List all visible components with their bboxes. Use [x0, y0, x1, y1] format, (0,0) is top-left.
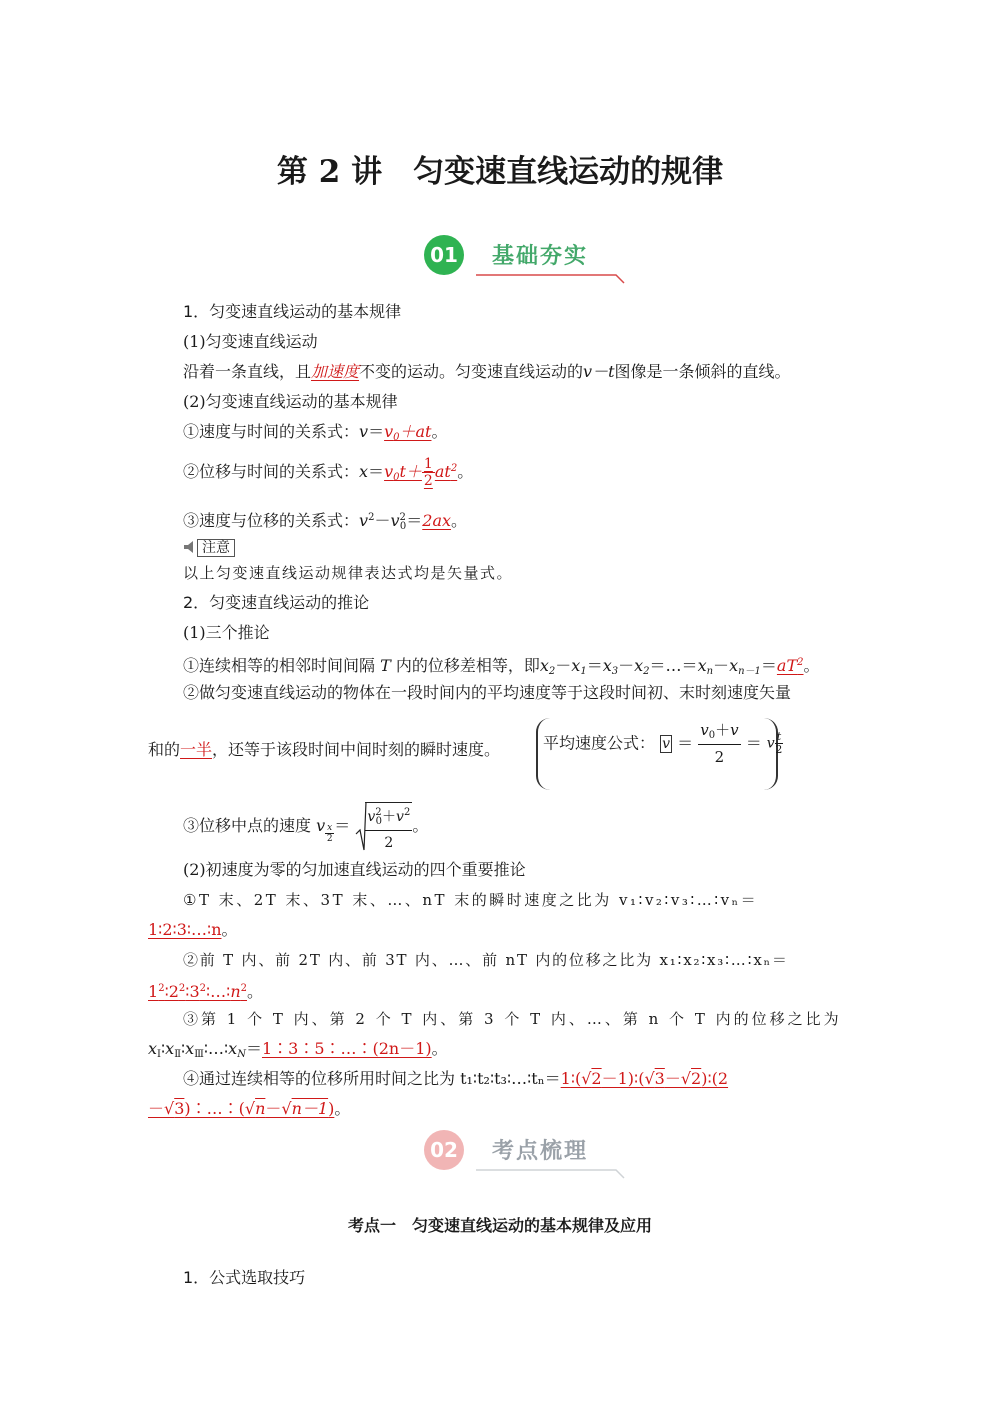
section-badge-keypoints: [424, 1130, 634, 1186]
inference-p1-cont: 1∶2∶3∶…∶n。: [148, 920, 238, 939]
subheading-uniform: (1)匀变速直线运动: [183, 332, 318, 351]
page-title: 第 2 讲 匀变速直线运动的规律: [276, 154, 724, 190]
section-label: 考点梳理: [492, 1139, 589, 1164]
inference-2-cont: 和的一半，还等于该段时间中间时刻的瞬时速度。: [148, 740, 501, 759]
note-text: 以上匀变速直线运动规律表达式均是矢量式。: [183, 564, 514, 582]
answer-half: 一半: [180, 740, 213, 759]
section-number: 01: [424, 235, 464, 275]
section-underline: [476, 269, 626, 289]
section-badge-basics: [424, 235, 634, 291]
key-point-item-1: 1．公式选取技巧: [183, 1268, 306, 1287]
answer-acceleration: 加速度: [311, 362, 360, 381]
inference-p2-cont: $1^2∶2^2∶3^2∶\dots∶n^2$。: [148, 982, 264, 1001]
definition-line: 沿着一条直线，且加速度不变的运动。匀变速直线运动的v－t图像是一条倾斜的直线。: [183, 362, 791, 381]
inference-p3-cont: $x_Ⅰ∶x_Ⅱ∶x_Ⅲ∶\dots∶x_N=1∶3∶5∶\dots∶(2n-1)$。: [148, 1039, 448, 1060]
inference-3: ③位移中点的速度 v $\frac{x}{2}$ ＝ $\frac{v^2_0+v^2}{2}$ 。: [183, 800, 428, 852]
section-number: 02: [424, 1130, 464, 1170]
avg-velocity-formula: 平均速度公式： v ＝ $\frac{v_0+v}{2}$ ＝ v $\frac{t}{2}$: [543, 721, 783, 766]
inference-p4-cont: －√3)∶…∶(√n－√n－1)。: [148, 1099, 351, 1118]
inference-p2: ②前 T 内、前 2T 内、前 3T 内、…、前 nT 内的位移之比为 x₁∶x₂∶x₃∶…∶xₙ＝: [183, 951, 789, 969]
subheading-three-inferences: (1)三个推论: [183, 623, 270, 642]
inference-p3: ③第 1 个 T 内、第 2 个 T 内、第 3 个 T 内、…、第 n 个 T 内的位移之比为: [183, 1010, 842, 1028]
inference-p1: ①T 末、2T 末、3T 末、…、nT 末的瞬时速度之比为 v₁∶v₂∶v₃∶…∶vₙ＝: [183, 891, 759, 909]
note-tag: [183, 537, 235, 557]
subheading-four-inferences: (2)初速度为零的匀加速直线运动的四个重要推论: [183, 860, 526, 879]
note-label: 注意: [197, 539, 235, 557]
formula-velocity-displacement: ③速度与位移的关系式：$v^2-v^2_0=2ax$。: [183, 511, 468, 532]
speaker-icon: [183, 540, 197, 554]
subheading-basic-laws: (2)匀变速直线运动的基本规律: [183, 392, 398, 411]
inference-1: ①连续相等的相邻时间间隔 T 内的位移差相等，即$x_2-x_1=x_3-x_2=\dots=x_n-x_{n-1}=aT^2$。: [183, 656, 820, 677]
section-underline: [476, 1164, 626, 1184]
formula-velocity-time: ①速度与时间的关系式：$v=v_0+at$。: [183, 422, 448, 443]
formula-displacement-time: ②位移与时间的关系式：$x=v_0t+$ $\frac{1}{2}$ $at^2$。: [183, 456, 474, 489]
inference-2: ②做匀变速直线运动的物体在一段时间内的平均速度等于这段时间初、末时刻速度矢量: [183, 683, 792, 702]
inference-p4: ④通过连续相等的位移所用时间之比为 t₁∶t₂∶t₃∶…∶tₙ＝1∶(√2－1)∶(√3－√2)∶(2: [183, 1069, 729, 1088]
key-point-title: 考点一 匀变速直线运动的基本规律及应用: [347, 1216, 652, 1235]
heading-basic-laws: 1．匀变速直线运动的基本规律: [183, 302, 402, 321]
section-label: 基础夯实: [492, 244, 589, 269]
heading-inferences: 2．匀变速直线运动的推论: [183, 593, 370, 612]
